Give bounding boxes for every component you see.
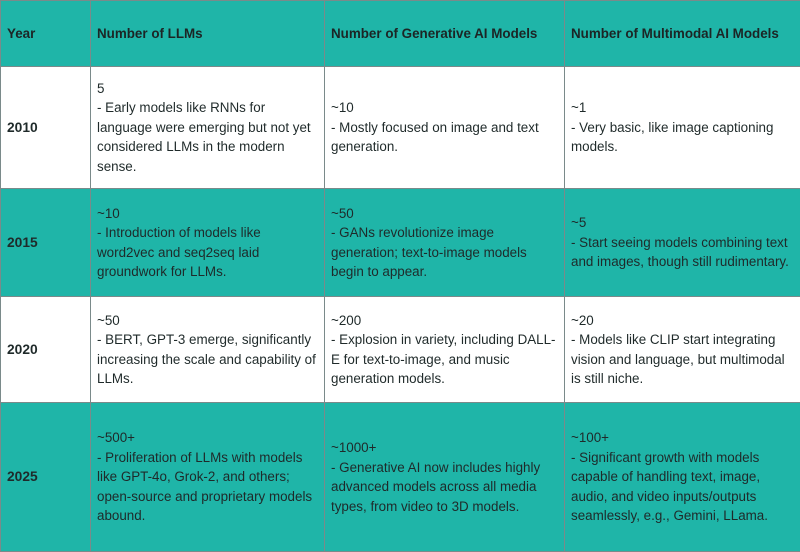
- header-llms: Number of LLMs: [91, 1, 325, 67]
- llm-cell: [91, 297, 325, 403]
- multimodal-description: - Models like CLIP start integrating vision and language, but multimodal is still niche.: [571, 330, 794, 389]
- genai-description: - GANs revolutionize image generation; text-to-image models begin to appear.: [331, 223, 558, 282]
- llm-description: - Introduction of models like word2vec and seq2seq laid groundwork for LLMs.: [97, 223, 318, 282]
- header-row: [1, 1, 800, 67]
- llm-description: - Proliferation of LLMs with models like GPT-4o, Grok-2, and others; open-source and proprietary models abound.: [97, 448, 318, 526]
- multimodal-count: ~20: [571, 311, 794, 331]
- year-cell: 2020: [1, 297, 91, 403]
- year-cell: 2015: [1, 189, 91, 297]
- table-row: [1, 297, 800, 403]
- multimodal-description: - Start seeing models combining text and images, though still rudimentary.: [571, 233, 794, 272]
- llm-count: ~500+: [97, 428, 318, 448]
- multimodal-count: ~100+: [571, 428, 794, 448]
- genai-cell: [325, 189, 565, 297]
- multimodal-description: - Very basic, like image captioning models.: [571, 118, 794, 157]
- genai-count: ~50: [331, 204, 558, 224]
- table-row: [1, 67, 800, 189]
- llm-description: - Early models like RNNs for language were emerging but not yet considered LLMs in the modern sense.: [97, 98, 318, 176]
- genai-cell: [325, 67, 565, 189]
- multimodal-cell: [565, 67, 800, 189]
- year-cell: 2010: [1, 67, 91, 189]
- genai-description: - Generative AI now includes highly advanced models across all media types, from video to 3D models.: [331, 458, 558, 517]
- genai-count: ~200: [331, 311, 558, 331]
- genai-description: - Explosion in variety, including DALL-E for text-to-image, and music generation models.: [331, 330, 558, 389]
- genai-description: - Mostly focused on image and text generation.: [331, 118, 558, 157]
- llm-cell: [91, 189, 325, 297]
- multimodal-cell: [565, 189, 800, 297]
- llm-cell: [91, 67, 325, 189]
- genai-count: ~10: [331, 98, 558, 118]
- header-year: Year: [1, 1, 91, 67]
- llm-count: ~10: [97, 204, 318, 224]
- multimodal-count: ~5: [571, 213, 794, 233]
- llm-count: ~50: [97, 311, 318, 331]
- multimodal-cell: [565, 403, 800, 552]
- genai-cell: [325, 403, 565, 552]
- llm-count: 5: [97, 79, 318, 99]
- header-multimodal: Number of Multimodal AI Models: [565, 1, 800, 67]
- llm-cell: [91, 403, 325, 552]
- header-genai: Number of Generative AI Models: [325, 1, 565, 67]
- year-cell: 2025: [1, 403, 91, 552]
- llm-description: - BERT, GPT-3 emerge, significantly increasing the scale and capability of LLMs.: [97, 330, 318, 389]
- genai-cell: [325, 297, 565, 403]
- table-row: [1, 403, 800, 552]
- genai-count: ~1000+: [331, 438, 558, 458]
- multimodal-count: ~1: [571, 98, 794, 118]
- multimodal-description: - Significant growth with models capable of handling text, image, audio, and video inputs/outputs seamlessly, e.g., Gemini, LLama.: [571, 448, 794, 526]
- table-row: [1, 189, 800, 297]
- multimodal-cell: [565, 297, 800, 403]
